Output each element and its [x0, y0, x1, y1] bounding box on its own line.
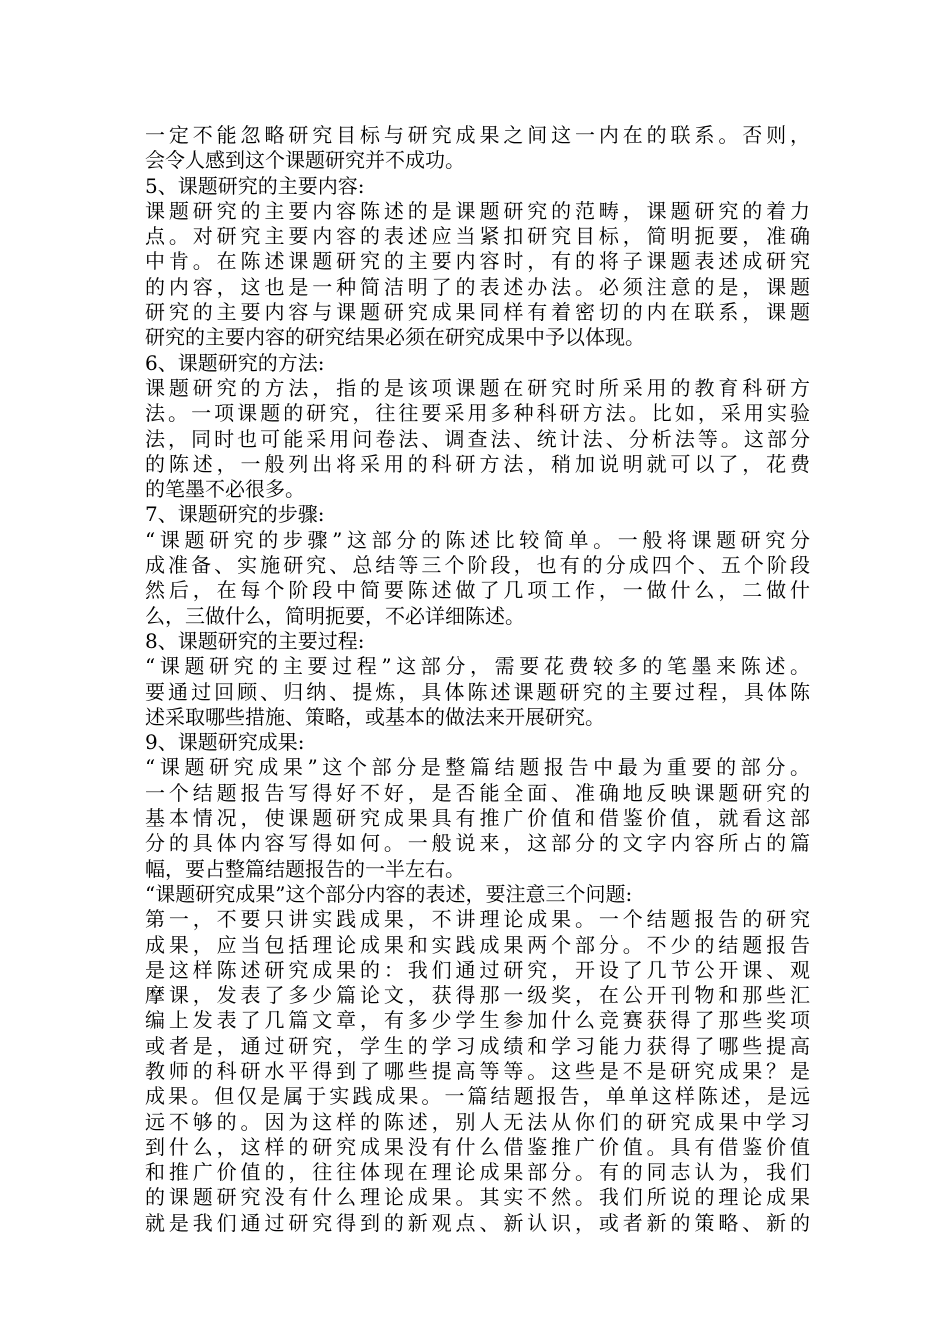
text-line: 8、课题研究的主要过程: — [145, 628, 365, 653]
text-line: 9、课题研究成果: — [145, 730, 305, 755]
text-line: “课题研究的主要过程”这部分，需要花费较多的笔墨来陈述。 — [145, 654, 810, 679]
text-line: 7、课题研究的步骤: — [145, 502, 325, 527]
text-line: 的课题研究没有什么理论成果。其实不然。我们所说的理论成果 — [145, 1185, 810, 1210]
text-line: 会令人感到这个课题研究并不成功。 — [145, 148, 465, 173]
text-line: 幅，要占整篇结题报告的一半左右。 — [145, 856, 465, 881]
text-line: 成准备、实施研究、总结等三个阶段，也有的分成四个、五个阶段 — [145, 553, 810, 578]
text-line: 远不够的。因为这样的陈述，别人无法从你们的研究成果中学习 — [145, 1109, 810, 1134]
text-line: 然后，在每个阶段中简要陈述做了几项工作，一做什么，二做什 — [145, 578, 810, 603]
text-line: “课题研究成果”这个部分是整篇结题报告中最为重要的部分。 — [145, 755, 810, 780]
text-line: 点。对研究主要内容的表述应当紧扣研究目标，简明扼要，准确 — [145, 224, 810, 249]
text-line: 是这样陈述研究成果的：我们通过研究，开设了几节公开课、观 — [145, 957, 810, 982]
text-line: 法，同时也可能采用问卷法、调查法、统计法、分析法等。这部分 — [145, 426, 810, 451]
text-line: “课题研究成果”这个部分内容的表述，要注意三个问题: — [145, 881, 633, 906]
text-line: 成果。但仅是属于实践成果。一篇结题报告，单单这样陈述，是远 — [145, 1084, 810, 1109]
text-line: 摩课，发表了多少篇论文，获得那一级奖，在公开刊物和那些汇 — [145, 983, 810, 1008]
text-line: 编上发表了几篇文章，有多少学生参加什么竞赛获得了那些奖项 — [145, 1008, 810, 1033]
text-line: 一个结题报告写得好不好，是否能全面、准确地反映课题研究的 — [145, 780, 810, 805]
text-line: 或者是，通过研究，学生的学习成绩和学习能力获得了哪些提高 — [145, 1033, 810, 1058]
text-line: 第一，不要只讲实践成果，不讲理论成果。一个结题报告的研究 — [145, 907, 810, 932]
text-line: 的笔墨不必很多。 — [145, 477, 305, 502]
text-line: “课题研究的步骤”这部分的陈述比较简单。一般将课题研究分 — [145, 527, 810, 552]
text-line: 中肯。在陈述课题研究的主要内容时，有的将子课题表述成研究 — [145, 249, 810, 274]
text-line: 研究的主要内容与课题研究成果同样有着密切的内在联系，课题 — [145, 300, 810, 325]
text-line: 6、课题研究的方法: — [145, 350, 325, 375]
text-line: 分的具体内容写得如何。一般说来，这部分的文字内容所占的篇 — [145, 831, 810, 856]
text-line: 法。一项课题的研究，往往要采用多种科研方法。比如，采用实验 — [145, 401, 810, 426]
text-line: 课题研究的方法，指的是该项课题在研究时所采用的教育科研方 — [145, 375, 810, 400]
text-line: 和推广价值的，往往体现在理论成果部分。有的同志认为，我们 — [145, 1160, 810, 1185]
text-line: 述采取哪些措施、策略，或基本的做法来开展研究。 — [145, 704, 605, 729]
text-line: 研究的主要内容的研究结果必须在研究成果中予以体现。 — [145, 325, 645, 350]
text-line: 一定不能忽略研究目标与研究成果之间这一内在的联系。否则， — [145, 123, 810, 147]
document-body-text — [145, 123, 810, 1236]
text-line: 的内容，这也是一种简洁明了的表述办法。必须注意的是，课题 — [145, 274, 810, 299]
text-line: 到什么，这样的研究成果没有什么借鉴推广价值。具有借鉴价值 — [145, 1134, 810, 1159]
text-line: 5、课题研究的主要内容: — [145, 173, 365, 198]
text-line: 教师的科研水平得到了哪些提高等等。这些是不是研究成果？是 — [145, 1058, 810, 1083]
text-line: 么，三做什么，简明扼要，不必详细陈述。 — [145, 603, 525, 628]
text-line: 就是我们通过研究得到的新观点、新认识，或者新的策略、新的 — [145, 1210, 810, 1235]
text-line: 成果，应当包括理论成果和实践成果两个部分。不少的结题报告 — [145, 932, 810, 957]
text-line: 课题研究的主要内容陈述的是课题研究的范畴，课题研究的着力 — [145, 198, 810, 223]
text-line: 的陈述，一般列出将采用的科研方法，稍加说明就可以了，花费 — [145, 451, 810, 476]
text-line: 基本情况，使课题研究成果具有推广价值和借鉴价值，就看这部 — [145, 806, 810, 831]
text-line: 要通过回顾、归纳、提炼，具体陈述课题研究的主要过程，具体陈 — [145, 679, 810, 704]
